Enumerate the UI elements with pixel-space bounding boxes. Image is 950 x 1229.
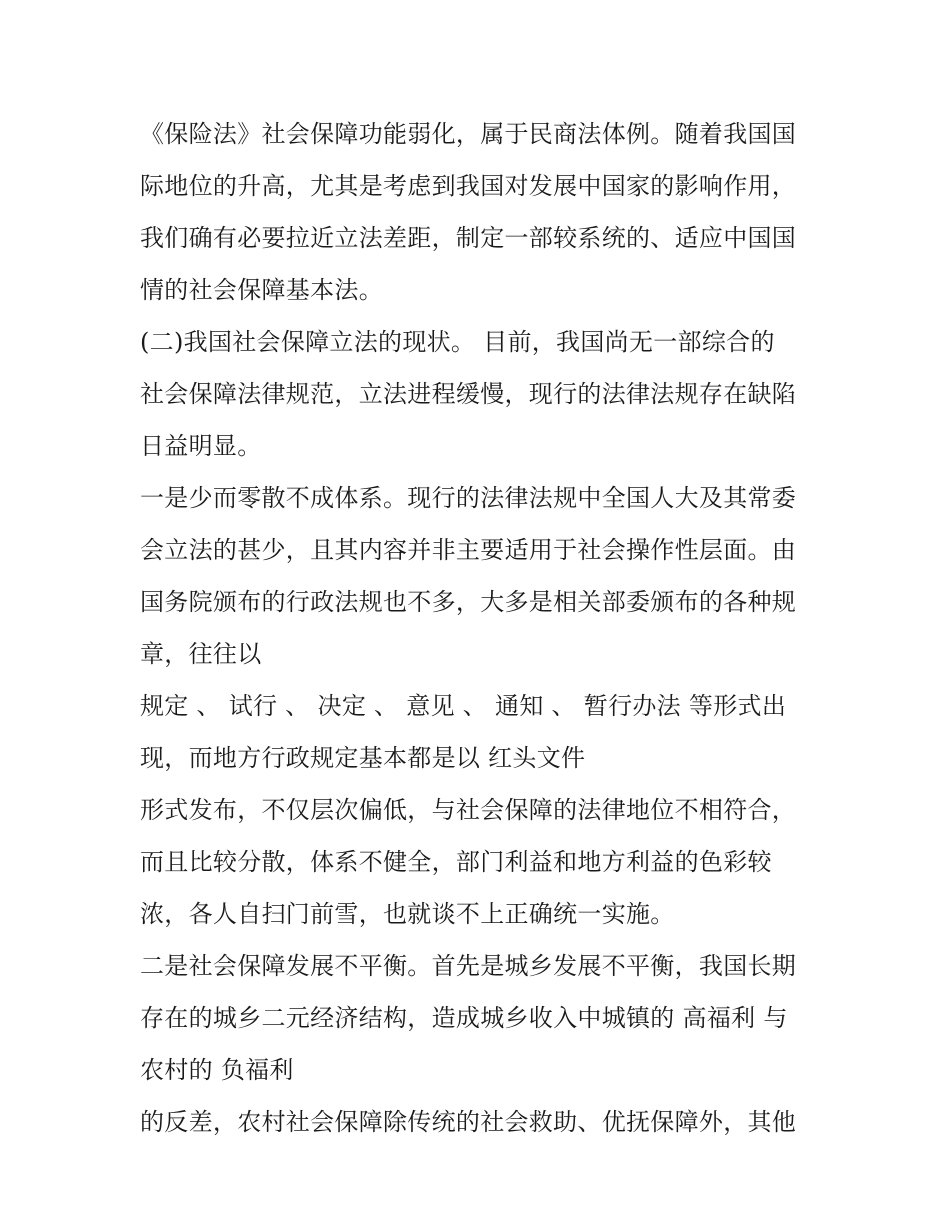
text-line: 而且比较分散，体系不健全，部门利益和地方利益的色彩较 <box>140 848 772 876</box>
text-line: 一是少而零散不成体系。现行的法律法规中全国人大及其常委 <box>140 484 797 512</box>
text-line: 社会保障法律规范，立法进程缓慢，现行的法律法规存在缺陷 <box>140 380 797 408</box>
text-line: 情的社会保障基本法。 <box>140 276 383 304</box>
text-line: 农村的 负福利 <box>140 1056 294 1084</box>
text-line: 《保险法》社会保障功能弱化，属于民商法体例。随着我国国 <box>140 120 797 148</box>
text-line: 形式发布，不仅层次偏低，与社会保障的法律地位不相符合， <box>140 796 797 824</box>
text-line: 章，往往以 <box>140 640 262 668</box>
text-line: 日益明显。 <box>140 432 262 460</box>
text-line: 存在的城乡二元经济结构，造成城乡收入中城镇的 高福利 与 <box>140 1004 788 1032</box>
text-line: (二)我国社会保障立法的现状。 目前，我国尚无一部综合的 <box>140 328 775 356</box>
text-line: 的反差，农村社会保障除传统的社会救助、优抚保障外，其他 <box>140 1108 797 1136</box>
text-line: 我们确有必要拉近立法差距，制定一部较系统的、适应中国国 <box>140 224 797 252</box>
text-line: 二是社会保障发展不平衡。首先是城乡发展不平衡，我国长期 <box>140 952 797 980</box>
text-line: 际地位的升高，尤其是考虑到我国对发展中国家的影响作用， <box>140 172 797 200</box>
text-line: 现，而地方行政规定基本都是以 红头文件 <box>140 744 586 772</box>
text-line: 国务院颁布的行政法规也不多，大多是相关部委颁布的各种规 <box>140 588 797 616</box>
document-body <box>140 108 820 1148</box>
text-line: 浓，各人自扫门前雪，也就谈不上正确统一实施。 <box>140 900 675 928</box>
text-line: 会立法的甚少，且其内容并非主要适用于社会操作性层面。由 <box>140 536 797 564</box>
text-line: 规定 、 试行 、 决定 、 意见 、 通知 、 暂行办法 等形式出 <box>140 692 787 720</box>
